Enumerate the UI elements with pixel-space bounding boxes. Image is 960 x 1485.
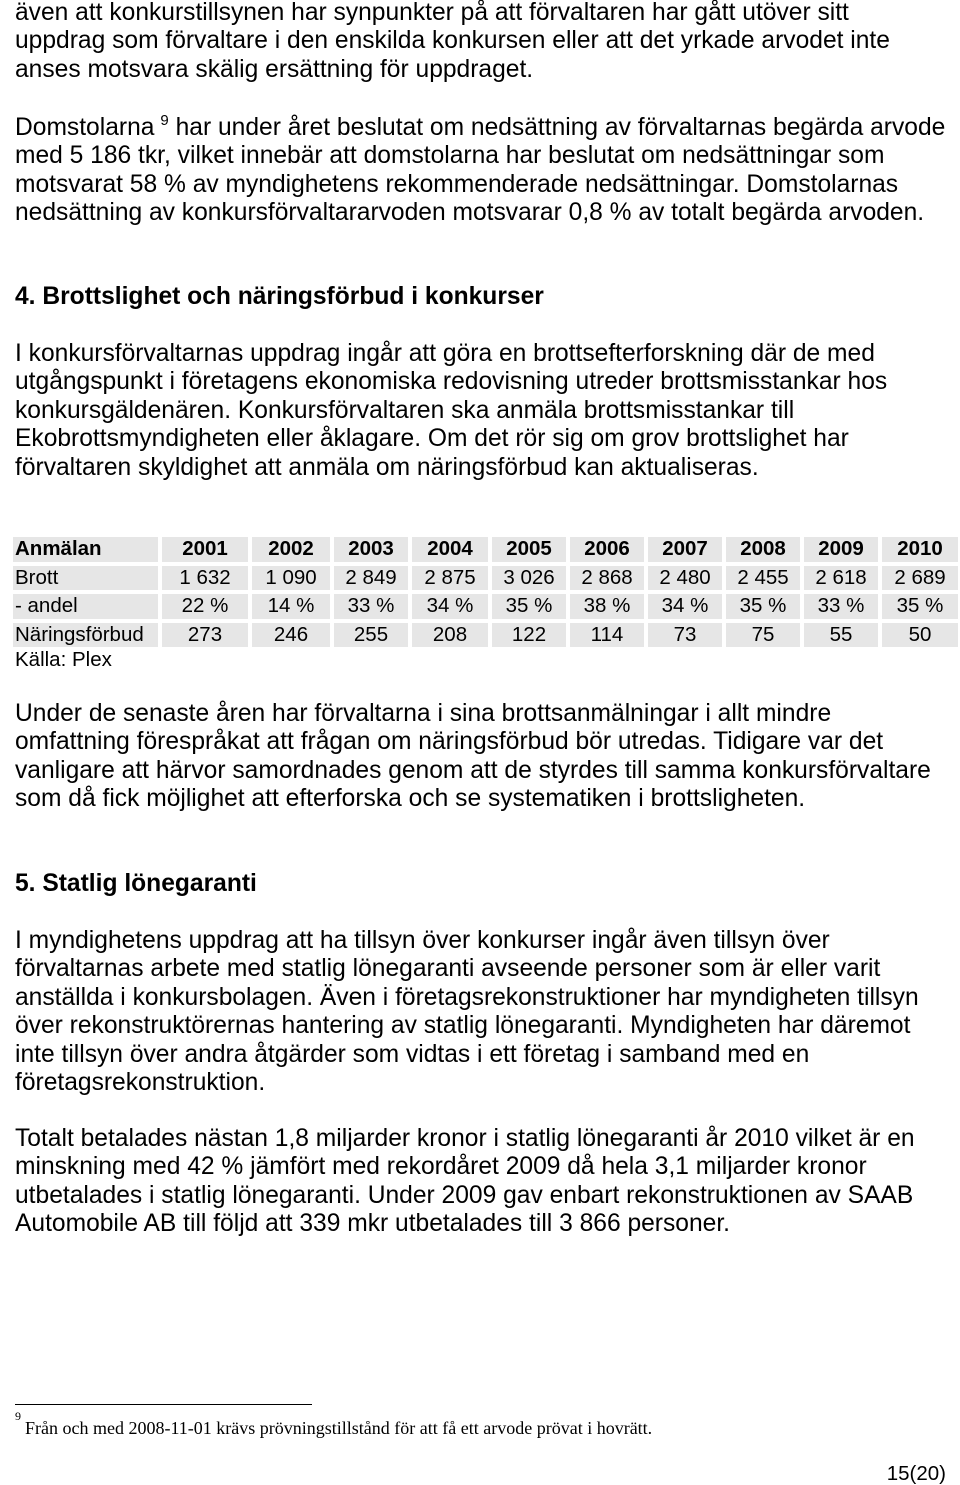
table-cell: 34 % — [412, 594, 488, 619]
table-cell: 33 % — [804, 594, 878, 619]
footnote-reference: 9 — [160, 112, 169, 129]
table-cell: 208 — [412, 623, 488, 648]
text-line: förvaltarnas arbete med statlig lönegaranti avseende personer som är eller varit — [15, 955, 881, 983]
table-cell: 246 — [252, 623, 330, 648]
paragraph-utbetalningar — [15, 1125, 915, 1239]
table-cell: 2 455 — [726, 566, 800, 591]
table-header-cell: 2009 — [804, 537, 878, 562]
statistics-table — [13, 537, 958, 647]
text-line — [15, 114, 945, 142]
table-cell: 35 % — [492, 594, 566, 619]
section-heading-4: 4. Brottslighet och näringsförbud i konkurser — [15, 283, 544, 310]
table-cell: 2 875 — [412, 566, 488, 591]
table-header-cell: 2007 — [648, 537, 722, 562]
table-cell: 75 — [726, 623, 800, 648]
table-header-cell: 2006 — [570, 537, 644, 562]
table-cell: 2 868 — [570, 566, 644, 591]
table-cell: 114 — [570, 623, 644, 648]
paragraph-domstolarna — [15, 114, 945, 228]
table-cell: 22 % — [162, 594, 248, 619]
text-line: nedsättning av konkursförvaltararvoden motsvarar 0,8 % av totalt begärda arvoden. — [15, 199, 925, 227]
text-line: företagsrekonstruktion. — [15, 1069, 266, 1097]
footnote-separator — [15, 1404, 312, 1405]
text-line: över rekonstruktörernas hantering av statlig lönegaranti. Myndigheten har däremot — [15, 1012, 911, 1040]
table-cell: 255 — [334, 623, 408, 648]
paragraph-tillsyn — [15, 927, 919, 1098]
table-row-label: Näringsförbud — [13, 623, 158, 648]
paragraph-brottslighet — [15, 340, 887, 482]
table-cell: 35 % — [726, 594, 800, 619]
text-line: utgångspunkt i företagens ekonomiska redovisning utreder brottsmisstankar hos — [15, 368, 888, 396]
table-header-cell: 2001 — [162, 537, 248, 562]
table-source: Källa: Plex — [15, 648, 112, 671]
table-cell: 38 % — [570, 594, 644, 619]
table-cell: 2 849 — [334, 566, 408, 591]
text-line: Ekobrottsmyndigheten eller åklagare. Om det rör sig om grov brottslighet har — [15, 425, 849, 453]
table-cell: 35 % — [882, 594, 958, 619]
text-line: även att konkurstillsynen har synpunkter på att förvaltaren har gått utöver sitt — [15, 0, 849, 26]
table-header-cell: 2005 — [492, 537, 566, 562]
text-line: omfattning förespråkat att frågan om näringsförbud bör utredas. Tidigare var det — [15, 728, 884, 756]
table-cell: 273 — [162, 623, 248, 648]
table-header-cell: 2008 — [726, 537, 800, 562]
table-header-cell: 2010 — [882, 537, 958, 562]
table-cell: 122 — [492, 623, 566, 648]
footnote-text: Från och med 2008-11-01 krävs prövningstillstånd för att få ett arvode prövat i hovrätt. — [25, 1418, 653, 1438]
table-cell: 1 632 — [162, 566, 248, 591]
table-cell: 33 % — [334, 594, 408, 619]
text-line: minskning med 42 % jämfört med rekordåret 2009 då hela 3,1 miljarder kronor — [15, 1153, 867, 1181]
table-cell: 2 689 — [882, 566, 958, 591]
text-line: uppdrag som förvaltare i den enskilda konkursen eller att det yrkade arvodet inte — [15, 27, 890, 55]
table-row-label: - andel — [13, 594, 158, 619]
table-cell: 2 480 — [648, 566, 722, 591]
text-line: vanligare att härvor samordnades genom att de styrdes till samma konkursförvaltare — [15, 756, 931, 784]
paragraph-intro — [15, 0, 890, 84]
table-cell: 1 090 — [252, 566, 330, 591]
text-segment: Domstolarna — [15, 114, 155, 141]
page-number: 15(20) — [886, 1462, 946, 1485]
footnote-number: 9 — [15, 1409, 21, 1423]
text-line: motsvarat 58 % av myndighetens rekommenderade nedsättningar. Domstolarnas — [15, 170, 899, 198]
table-cell: 34 % — [648, 594, 722, 619]
text-line: anställda i konkursbolagen. Även i företagsrekonstruktioner har myndigheten tillsyn — [15, 983, 919, 1011]
footnote — [15, 1409, 653, 1439]
table-cell: 73 — [648, 623, 722, 648]
text-segment: har under året beslutat om nedsättning av förvaltarnas begärda arvode — [168, 114, 946, 141]
table-row-label: Brott — [13, 566, 158, 591]
text-line: I myndighetens uppdrag att ha tillsyn över konkurser ingår även tillsyn över — [15, 927, 830, 954]
table-header-cell: 2002 — [252, 537, 330, 562]
text-line: anses motsvara skälig ersättning för uppdraget. — [15, 55, 534, 83]
section-heading-5: 5. Statlig lönegaranti — [15, 870, 257, 897]
table-header-cell: 2003 — [334, 537, 408, 562]
text-line: med 5 186 tkr, vilket innebär att domstolarna har beslutat om nedsättningar som — [15, 142, 885, 170]
table-cell: 2 618 — [804, 566, 878, 591]
text-line: Under de senaste åren har förvaltarna i sina brottsanmälningar i allt mindre — [15, 700, 832, 727]
table-cell: 3 026 — [492, 566, 566, 591]
text-line: inte tillsyn över andra åtgärder som vidtas i ett företag i samband med en — [15, 1040, 810, 1068]
text-line: utbetalades i statlig lönegaranti. Under 2009 gav enbart rekonstruktionen av SAAB — [15, 1181, 914, 1209]
table-header-cell: Anmälan — [13, 537, 158, 562]
text-line: som då fick möjlighet att efterforska och se systematiken i brottsligheten. — [15, 785, 806, 813]
table-cell: 55 — [804, 623, 878, 648]
text-line: förvaltaren skyldighet att anmäla om näringsförbud kan aktualiseras. — [15, 453, 759, 481]
paragraph-after-table — [15, 700, 931, 814]
text-line: konkursgäldenären. Konkursförvaltaren ska anmäla brottsmisstankar till — [15, 396, 795, 424]
text-line: Automobile AB till följd att 339 mkr utbetalades till 3 866 personer. — [15, 1210, 730, 1238]
table-header-cell: 2004 — [412, 537, 488, 562]
text-line: Totalt betalades nästan 1,8 miljarder kronor i statlig lönegaranti år 2010 vilket är en — [15, 1125, 915, 1152]
table-cell: 50 — [882, 623, 958, 648]
table-cell: 14 % — [252, 594, 330, 619]
text-line: I konkursförvaltarnas uppdrag ingår att göra en brottsefterforskning där de med — [15, 340, 875, 367]
